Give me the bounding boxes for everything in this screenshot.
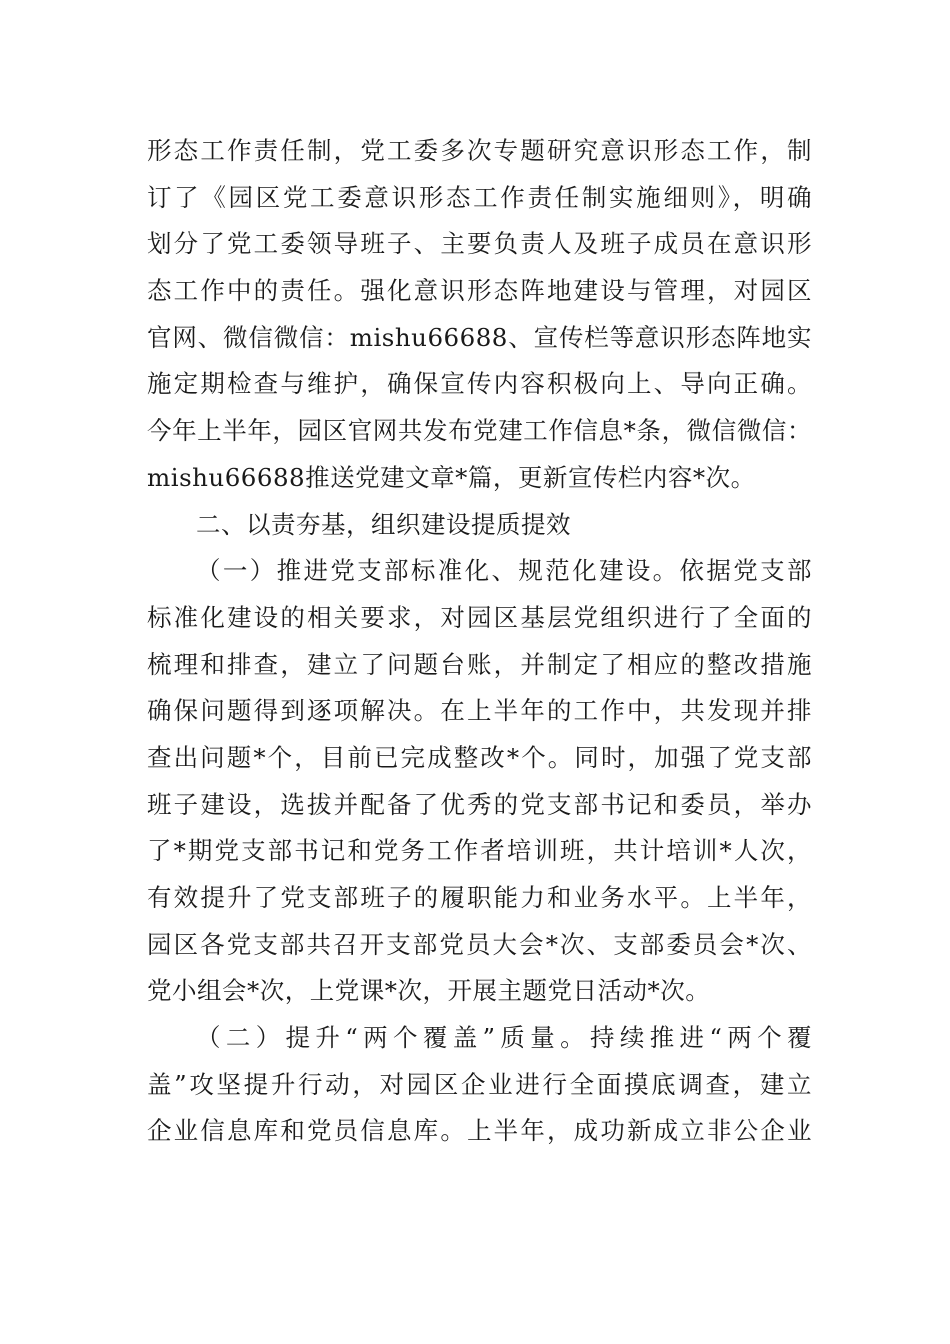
text-line: 官网、微信微信：mishu66688、宣传栏等意识形态阵地实	[147, 322, 812, 352]
text-line: mishu66688推送党建文章*篇，更新宣传栏内容*次。	[147, 462, 756, 492]
text-line: 企业信息库和党员信息库。上半年，成功新成立非公企业	[147, 1116, 812, 1146]
text-line: 盖”攻坚提升行动，对园区企业进行全面摸底调查，建立	[147, 1069, 812, 1099]
text-line: 班子建设，选拔并配备了优秀的党支部书记和委员，举办	[147, 789, 812, 819]
text-line: 梳理和排查，建立了问题台账，并制定了相应的整改措施	[147, 649, 812, 679]
text-line: 查出问题*个，目前已完成整改*个。同时，加强了党支部	[147, 742, 812, 772]
section-heading: 二、以责夯基，组织建设提质提效	[196, 509, 571, 539]
text-line: 划分了党工委领导班子、主要负责人及班子成员在意识形	[147, 229, 812, 259]
text-line: 订了《园区党工委意识形态工作责任制实施细则》，明确	[147, 182, 812, 212]
text-line: 有效提升了党支部班子的履职能力和业务水平。上半年，	[147, 883, 812, 912]
text-line: 态工作中的责任。强化意识形态阵地建设与管理，对园区	[147, 276, 812, 306]
text-line: 园区各党支部共召开支部党员大会*次、支部委员会*次、	[147, 929, 812, 959]
text-line: 确保问题得到逐项解决。在上半年的工作中，共发现并排	[147, 696, 812, 726]
text-line: 施定期检查与维护，确保宣传内容积极向上、导向正确。	[147, 369, 812, 399]
document-body	[147, 128, 812, 1155]
subsection-heading-line: （二）提升“两个覆盖”质量。持续推进“两个覆	[196, 1023, 812, 1053]
text-line: 今年上半年，园区官网共发布党建工作信息*条，微信微信：	[147, 416, 812, 446]
text-line: 标准化建设的相关要求，对园区基层党组织进行了全面的	[147, 602, 812, 632]
text-line: 形态工作责任制，党工委多次专题研究意识形态工作，制	[147, 136, 812, 165]
subsection-heading-line: （一）推进党支部标准化、规范化建设。依据党支部	[196, 556, 812, 586]
text-line: 党小组会*次，上党课*次，开展主题党日活动*次。	[147, 976, 711, 1006]
text-line: 了*期党支部书记和党务工作者培训班，共计培训*人次，	[147, 836, 812, 866]
